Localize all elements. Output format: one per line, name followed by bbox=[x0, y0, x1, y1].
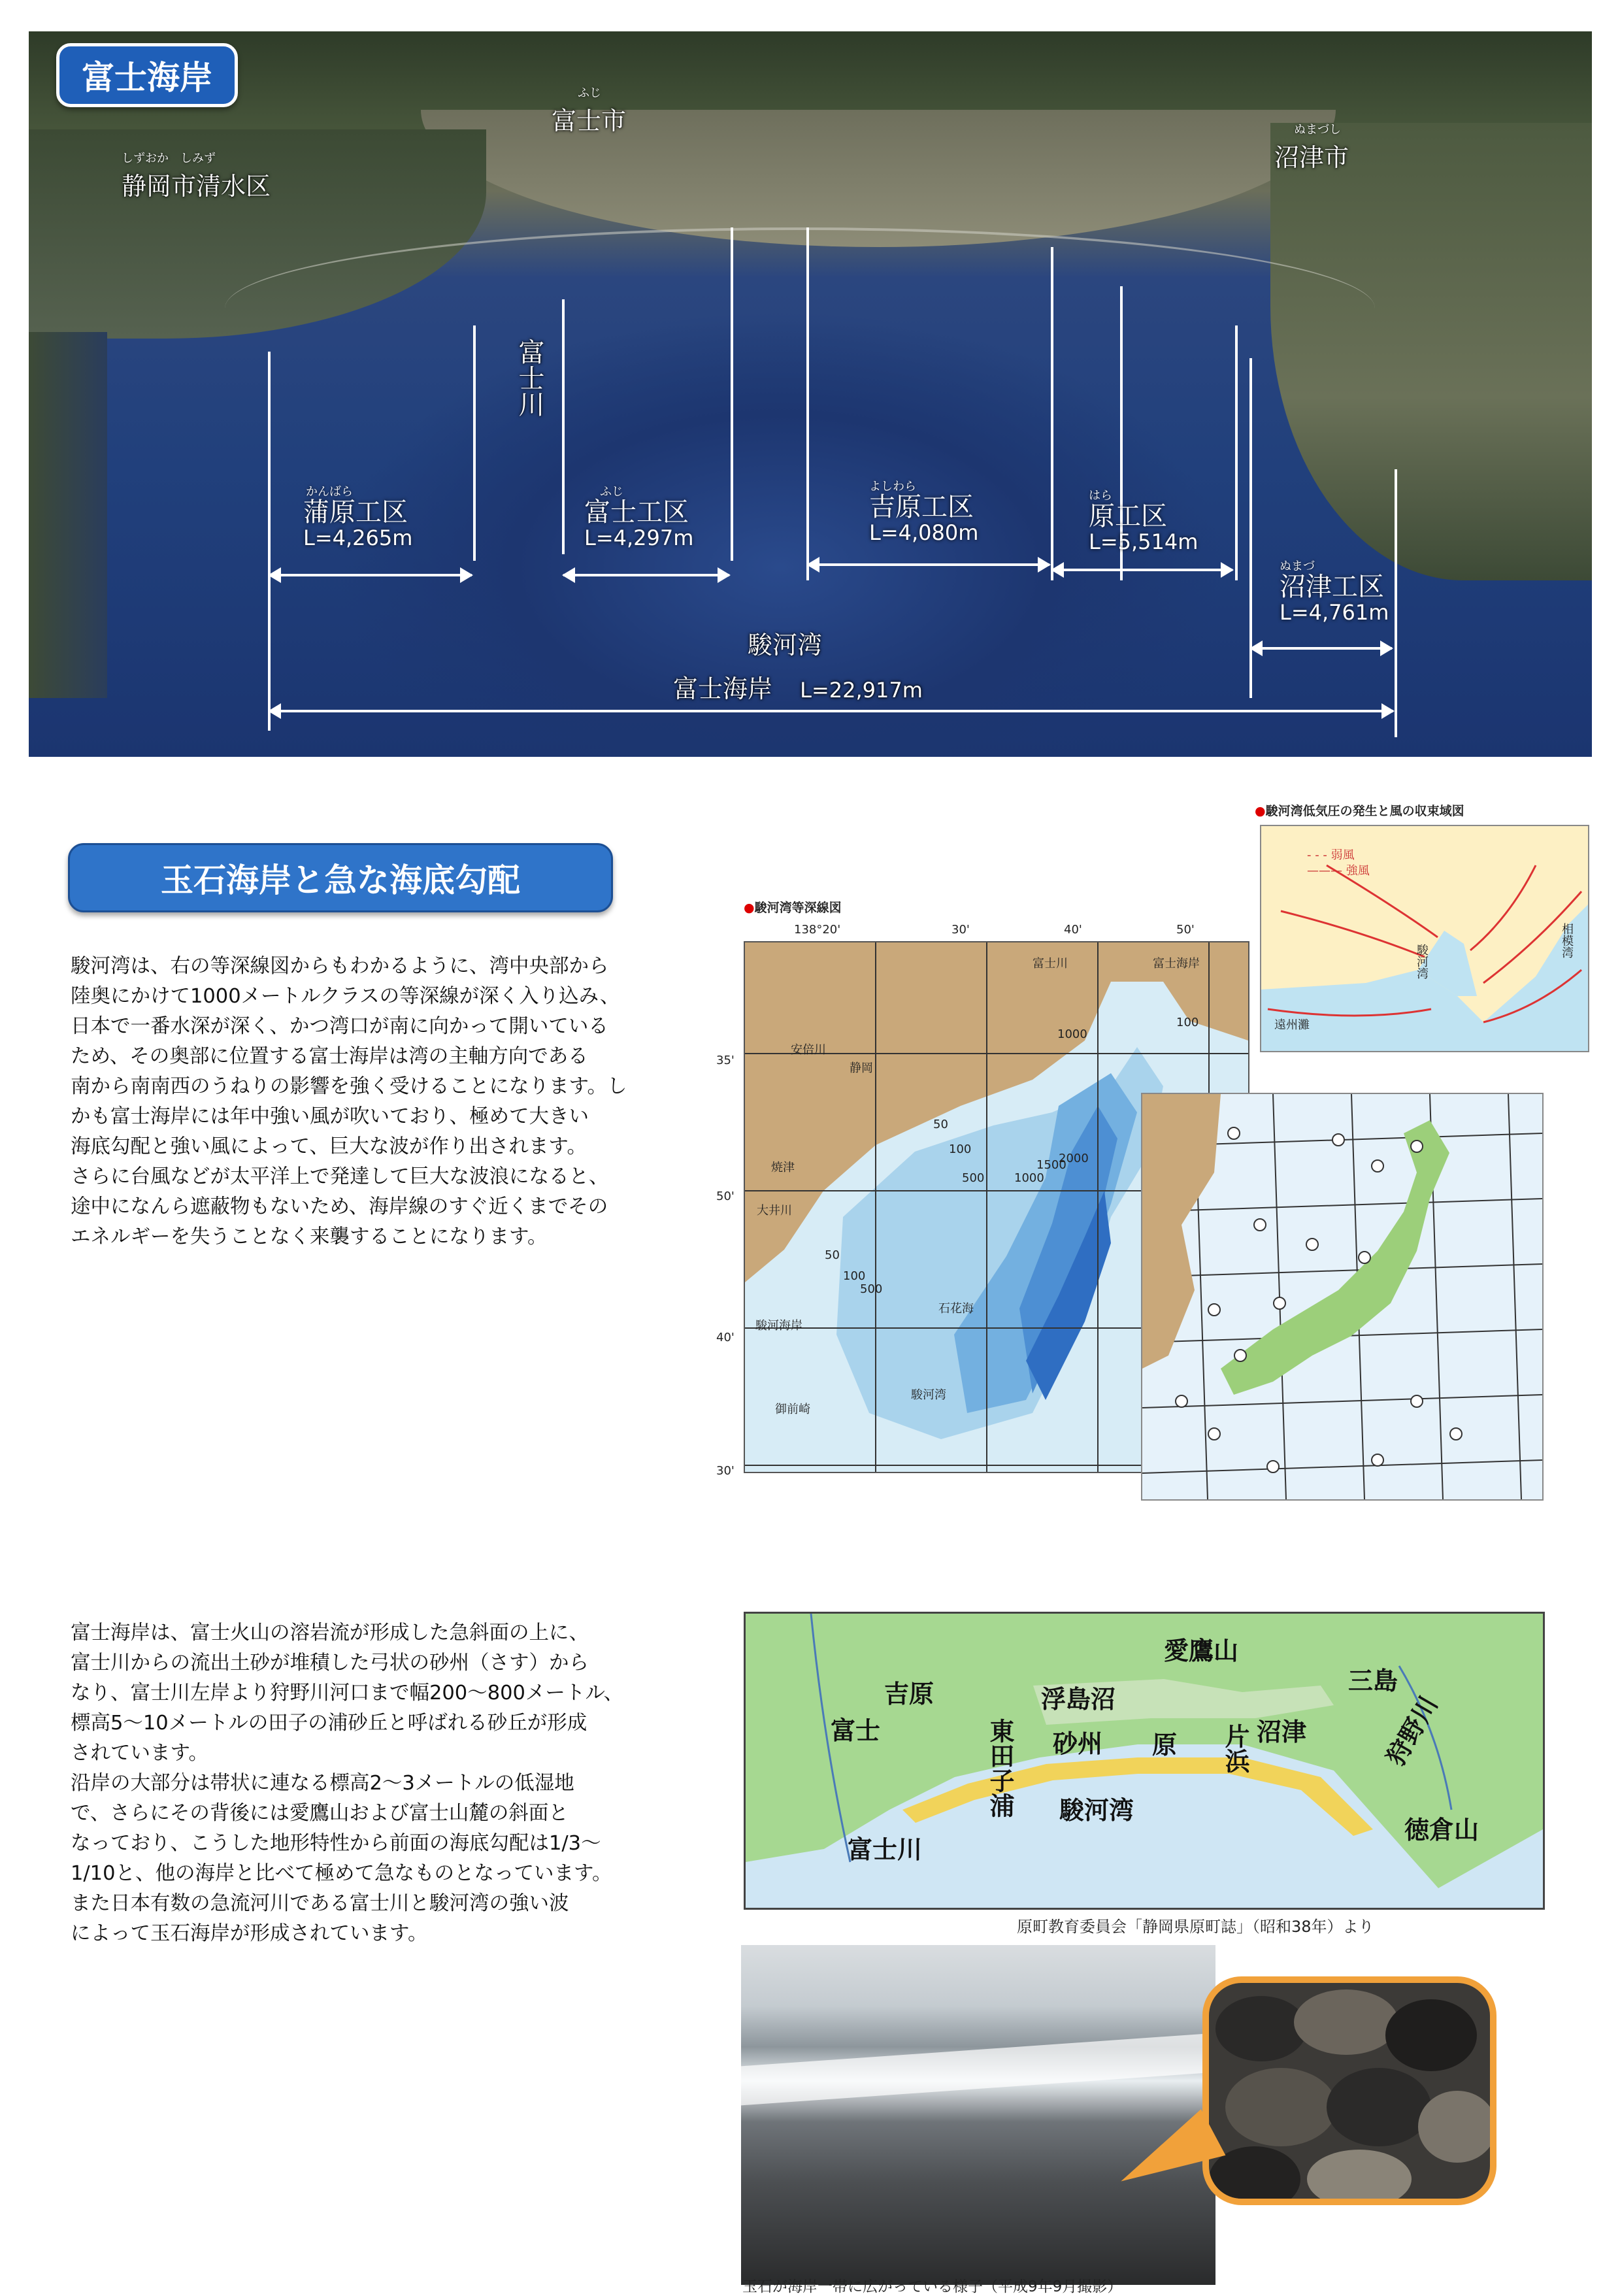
text-line: なっており、こうした地形特性から前面の海底勾配は1/3〜 bbox=[71, 1832, 601, 1855]
lon-tick: 30' bbox=[951, 923, 970, 937]
section-length: L=4,080m bbox=[869, 520, 979, 545]
section-furigana: はら bbox=[1089, 489, 1112, 503]
map-label-tagonoura: 東田子浦 bbox=[985, 1718, 1014, 1818]
city-numazu bbox=[1274, 120, 1349, 173]
total-name: 富士海岸 bbox=[673, 674, 773, 703]
map-label-katahama: 片浜 bbox=[1221, 1723, 1249, 1773]
text-line: 富士海岸は、富士火山の溶岩流が形成した急斜面の上に、 bbox=[71, 1622, 589, 1644]
contour-label: 50 bbox=[933, 1118, 948, 1131]
section-length: L=4,297m bbox=[584, 525, 694, 550]
legend-weak: - - - 弱風 bbox=[1307, 848, 1355, 862]
span-arrow bbox=[808, 563, 1050, 566]
contour-label: 50 bbox=[825, 1248, 840, 1262]
map-label-numazu: 沼津 bbox=[1257, 1718, 1307, 1746]
boundary-line bbox=[562, 299, 565, 554]
contour-label: 100 bbox=[1176, 1016, 1199, 1029]
page-title: 富士海岸 bbox=[56, 43, 238, 107]
section-numazu bbox=[1280, 557, 1389, 625]
wind-caption bbox=[1255, 801, 1464, 819]
lat-tick: 35' bbox=[716, 1054, 735, 1067]
city-name: 富士市 bbox=[552, 107, 627, 135]
text-line: で、さらにその背後には愛鷹山および富士山麓の斜面と bbox=[71, 1802, 569, 1825]
section-fuji bbox=[584, 482, 693, 550]
contour-label: 1000 bbox=[1014, 1171, 1044, 1185]
section-name: 蒲原工区 bbox=[303, 497, 408, 527]
lat-tick: 40' bbox=[716, 1331, 735, 1344]
total-length: L=22,917m bbox=[800, 678, 923, 703]
section-title: 玉石海岸と急な海底勾配 bbox=[68, 843, 613, 912]
map-label-kano: 狩野川 bbox=[1381, 1691, 1444, 1771]
map-label-hara: 原 bbox=[1152, 1731, 1178, 1759]
text-line: 1/10と、他の海岸と比べて極めて急なものとなっています。 bbox=[71, 1862, 612, 1885]
section-length: L=4,761m bbox=[1280, 600, 1389, 625]
wind-label: 駿河湾 bbox=[1415, 944, 1429, 979]
place-label: 焼津 bbox=[771, 1161, 795, 1174]
stone-inset bbox=[1202, 1976, 1496, 2205]
stones bbox=[1209, 1989, 1490, 2199]
boundary-line bbox=[1051, 247, 1053, 580]
photo-caption: 玉石が海岸一帯に広がっている様子（平成9年9月撮影） bbox=[742, 2278, 1123, 2295]
map-label-mishima: 三島 bbox=[1348, 1667, 1398, 1695]
city-shimizu bbox=[122, 149, 271, 202]
legend-strong-label: 強風 bbox=[1346, 864, 1370, 878]
section-hara bbox=[1089, 486, 1198, 554]
contour-label: 1000 bbox=[1057, 1027, 1087, 1041]
text-line: 沿岸の大部分は帯状に連なる標高2〜3メートルの低湿地 bbox=[71, 1772, 574, 1795]
map-label-ukishima: 浮島沼 bbox=[1041, 1685, 1116, 1714]
text-line: かも富士海岸には年中強い風が吹いており、極めて大きい bbox=[71, 1105, 589, 1128]
place-label: 富士川 bbox=[1033, 957, 1068, 971]
caption-text: 駿河湾等深線図 bbox=[754, 901, 842, 915]
section-name: 原工区 bbox=[1089, 501, 1167, 531]
boundary-line bbox=[1235, 325, 1238, 580]
wind-map bbox=[1260, 825, 1589, 1052]
text-line: 標高5〜10メートルの田子の浦砂丘と呼ばれる砂丘が形成 bbox=[71, 1712, 587, 1735]
total-label bbox=[673, 669, 923, 705]
span-arrow bbox=[563, 574, 729, 576]
boundary-line bbox=[268, 352, 271, 731]
lon-tick: 138°20' bbox=[794, 923, 841, 937]
legend-weak-label: 弱風 bbox=[1331, 848, 1355, 862]
korea-land bbox=[1142, 1094, 1221, 1369]
japan-svg bbox=[1142, 1094, 1542, 1499]
text-line: なり、富士川左岸より狩野川河口まで幅200〜800メートル、 bbox=[71, 1682, 623, 1705]
span-arrow bbox=[1052, 569, 1232, 571]
caption-bullet: ● bbox=[744, 901, 755, 915]
section-furigana: ぬまづ bbox=[1280, 559, 1315, 573]
contour-label: 500 bbox=[962, 1171, 985, 1185]
section-length: L=4,265m bbox=[303, 525, 413, 550]
text-line: さらに台風などが太平洋上で発達して巨大な波浪になると、 bbox=[71, 1165, 609, 1188]
map-label-yoshiwara: 吉原 bbox=[884, 1680, 934, 1708]
span-arrow bbox=[269, 574, 472, 576]
city-furigana: ふじ bbox=[578, 86, 601, 100]
city-name: 静岡市清水区 bbox=[122, 172, 271, 201]
paragraph-bathymetry bbox=[71, 952, 711, 1252]
text-line: 日本で一番水深が深く、かつ湾口が南に向かって開いている bbox=[71, 1015, 608, 1038]
japan-weather-map bbox=[1141, 1093, 1544, 1501]
city-fuji bbox=[552, 84, 626, 137]
section-length: L=5,514m bbox=[1089, 529, 1198, 554]
text-line: エネルギーを失うことなく来襲することになります。 bbox=[71, 1225, 548, 1248]
section-kanbara bbox=[303, 482, 412, 550]
text-line: ため、その奥部に位置する富士海岸は湾の主軸方向である bbox=[71, 1045, 588, 1068]
west-coast bbox=[29, 332, 107, 698]
section-furigana: ふじ bbox=[600, 485, 623, 499]
text-line: されています。 bbox=[71, 1742, 209, 1765]
section-name: 吉原工区 bbox=[869, 492, 974, 522]
lat-tick: 50' bbox=[716, 1190, 735, 1203]
place-label: 駿河海岸 bbox=[755, 1319, 802, 1333]
contour-label: 1500 bbox=[1036, 1158, 1066, 1172]
place-label: 静岡 bbox=[850, 1061, 873, 1075]
caption-bullet: ● bbox=[1255, 804, 1266, 818]
boundary-line bbox=[806, 227, 809, 580]
section-furigana: かんばら bbox=[306, 485, 353, 499]
aerial-photo-panel bbox=[29, 31, 1592, 757]
boundary-line bbox=[731, 227, 733, 561]
text-line: 陸奥にかけて1000メートルクラスの等深線が深く入り込み、 bbox=[71, 985, 620, 1008]
lon-tick: 40' bbox=[1064, 923, 1082, 937]
contour-label: 500 bbox=[860, 1282, 883, 1296]
text-line: 途中になんら遮蔽物もないため、海岸線のすぐ近くまでその bbox=[71, 1195, 608, 1218]
section-furigana: よしわら bbox=[869, 480, 916, 493]
place-label: 富士海岸 bbox=[1153, 957, 1200, 971]
bathymetry-caption bbox=[744, 898, 842, 916]
text-line: 海底勾配と強い風によって、巨大な波が作り出されます。 bbox=[71, 1135, 587, 1158]
map-label-sasu: 砂州 bbox=[1053, 1729, 1103, 1758]
beach-photo bbox=[741, 1945, 1215, 2285]
wind-label: 相模湾 bbox=[1560, 923, 1574, 958]
section-name: 沼津工区 bbox=[1280, 572, 1384, 602]
map-label-tokura: 徳倉山 bbox=[1404, 1816, 1479, 1844]
terrain-map bbox=[744, 1612, 1545, 1910]
stones-svg bbox=[1209, 1983, 1490, 2199]
section-yoshiwara bbox=[869, 477, 978, 545]
contour-label: 2000 bbox=[1059, 1152, 1089, 1165]
map-label-bay: 駿河湾 bbox=[1059, 1796, 1134, 1825]
place-label: 駿河湾 bbox=[911, 1388, 946, 1402]
text-line: によって玉石海岸が形成されています。 bbox=[71, 1922, 428, 1945]
place-label: 御前崎 bbox=[775, 1403, 810, 1416]
contour-label: 100 bbox=[949, 1142, 972, 1156]
terrain-map-source: 原町教育委員会「静岡県原町誌」（昭和38年）より bbox=[1017, 1918, 1374, 1936]
river-label: 富士川 bbox=[514, 339, 544, 417]
map-label-ashitaka: 愛鷹山 bbox=[1164, 1637, 1239, 1665]
text-line: 南から南南西のうねりの影響を強く受けることになります。し bbox=[71, 1075, 627, 1098]
map-label-fuji: 富士 bbox=[831, 1716, 881, 1745]
city-furigana: しずおか しみず bbox=[122, 152, 216, 165]
japan-land bbox=[1221, 1120, 1449, 1395]
place-label: 安倍川 bbox=[791, 1043, 826, 1057]
boundary-line bbox=[473, 325, 476, 561]
place-label: 石花海 bbox=[938, 1302, 974, 1316]
bay-label: 駿河湾 bbox=[748, 631, 823, 659]
lat-tick: 30' bbox=[716, 1464, 735, 1478]
lon-tick: 50' bbox=[1176, 923, 1195, 937]
caption-text: 駿河湾低気圧の発生と風の収束域図 bbox=[1265, 804, 1464, 818]
text-line: 駿河湾は、右の等深線図からもわかるように、湾中央部から bbox=[71, 955, 609, 978]
boundary-line bbox=[1395, 469, 1397, 737]
izu-land bbox=[1270, 123, 1592, 580]
text-line: 富士川からの流出土砂が堆積した弓状の砂州（さす）から bbox=[71, 1652, 589, 1674]
wave-foam bbox=[741, 2033, 1215, 2106]
wind-label: 遠州灘 bbox=[1274, 1018, 1310, 1032]
legend-strong: ——— 強風 bbox=[1307, 864, 1370, 878]
text-line: また日本有数の急流河川である富士川と駿河湾の強い波 bbox=[71, 1892, 569, 1915]
city-name: 沼津市 bbox=[1274, 143, 1349, 172]
map-label-fujigawa: 富士川 bbox=[848, 1835, 923, 1864]
span-arrow bbox=[1251, 647, 1392, 650]
city-furigana: ぬまづし bbox=[1294, 123, 1341, 137]
paragraph-geology bbox=[71, 1618, 724, 1949]
total-span-arrow bbox=[269, 710, 1393, 712]
section-name: 富士工区 bbox=[584, 497, 689, 527]
place-label: 大井川 bbox=[757, 1204, 792, 1218]
contour-label: 100 bbox=[843, 1269, 866, 1283]
